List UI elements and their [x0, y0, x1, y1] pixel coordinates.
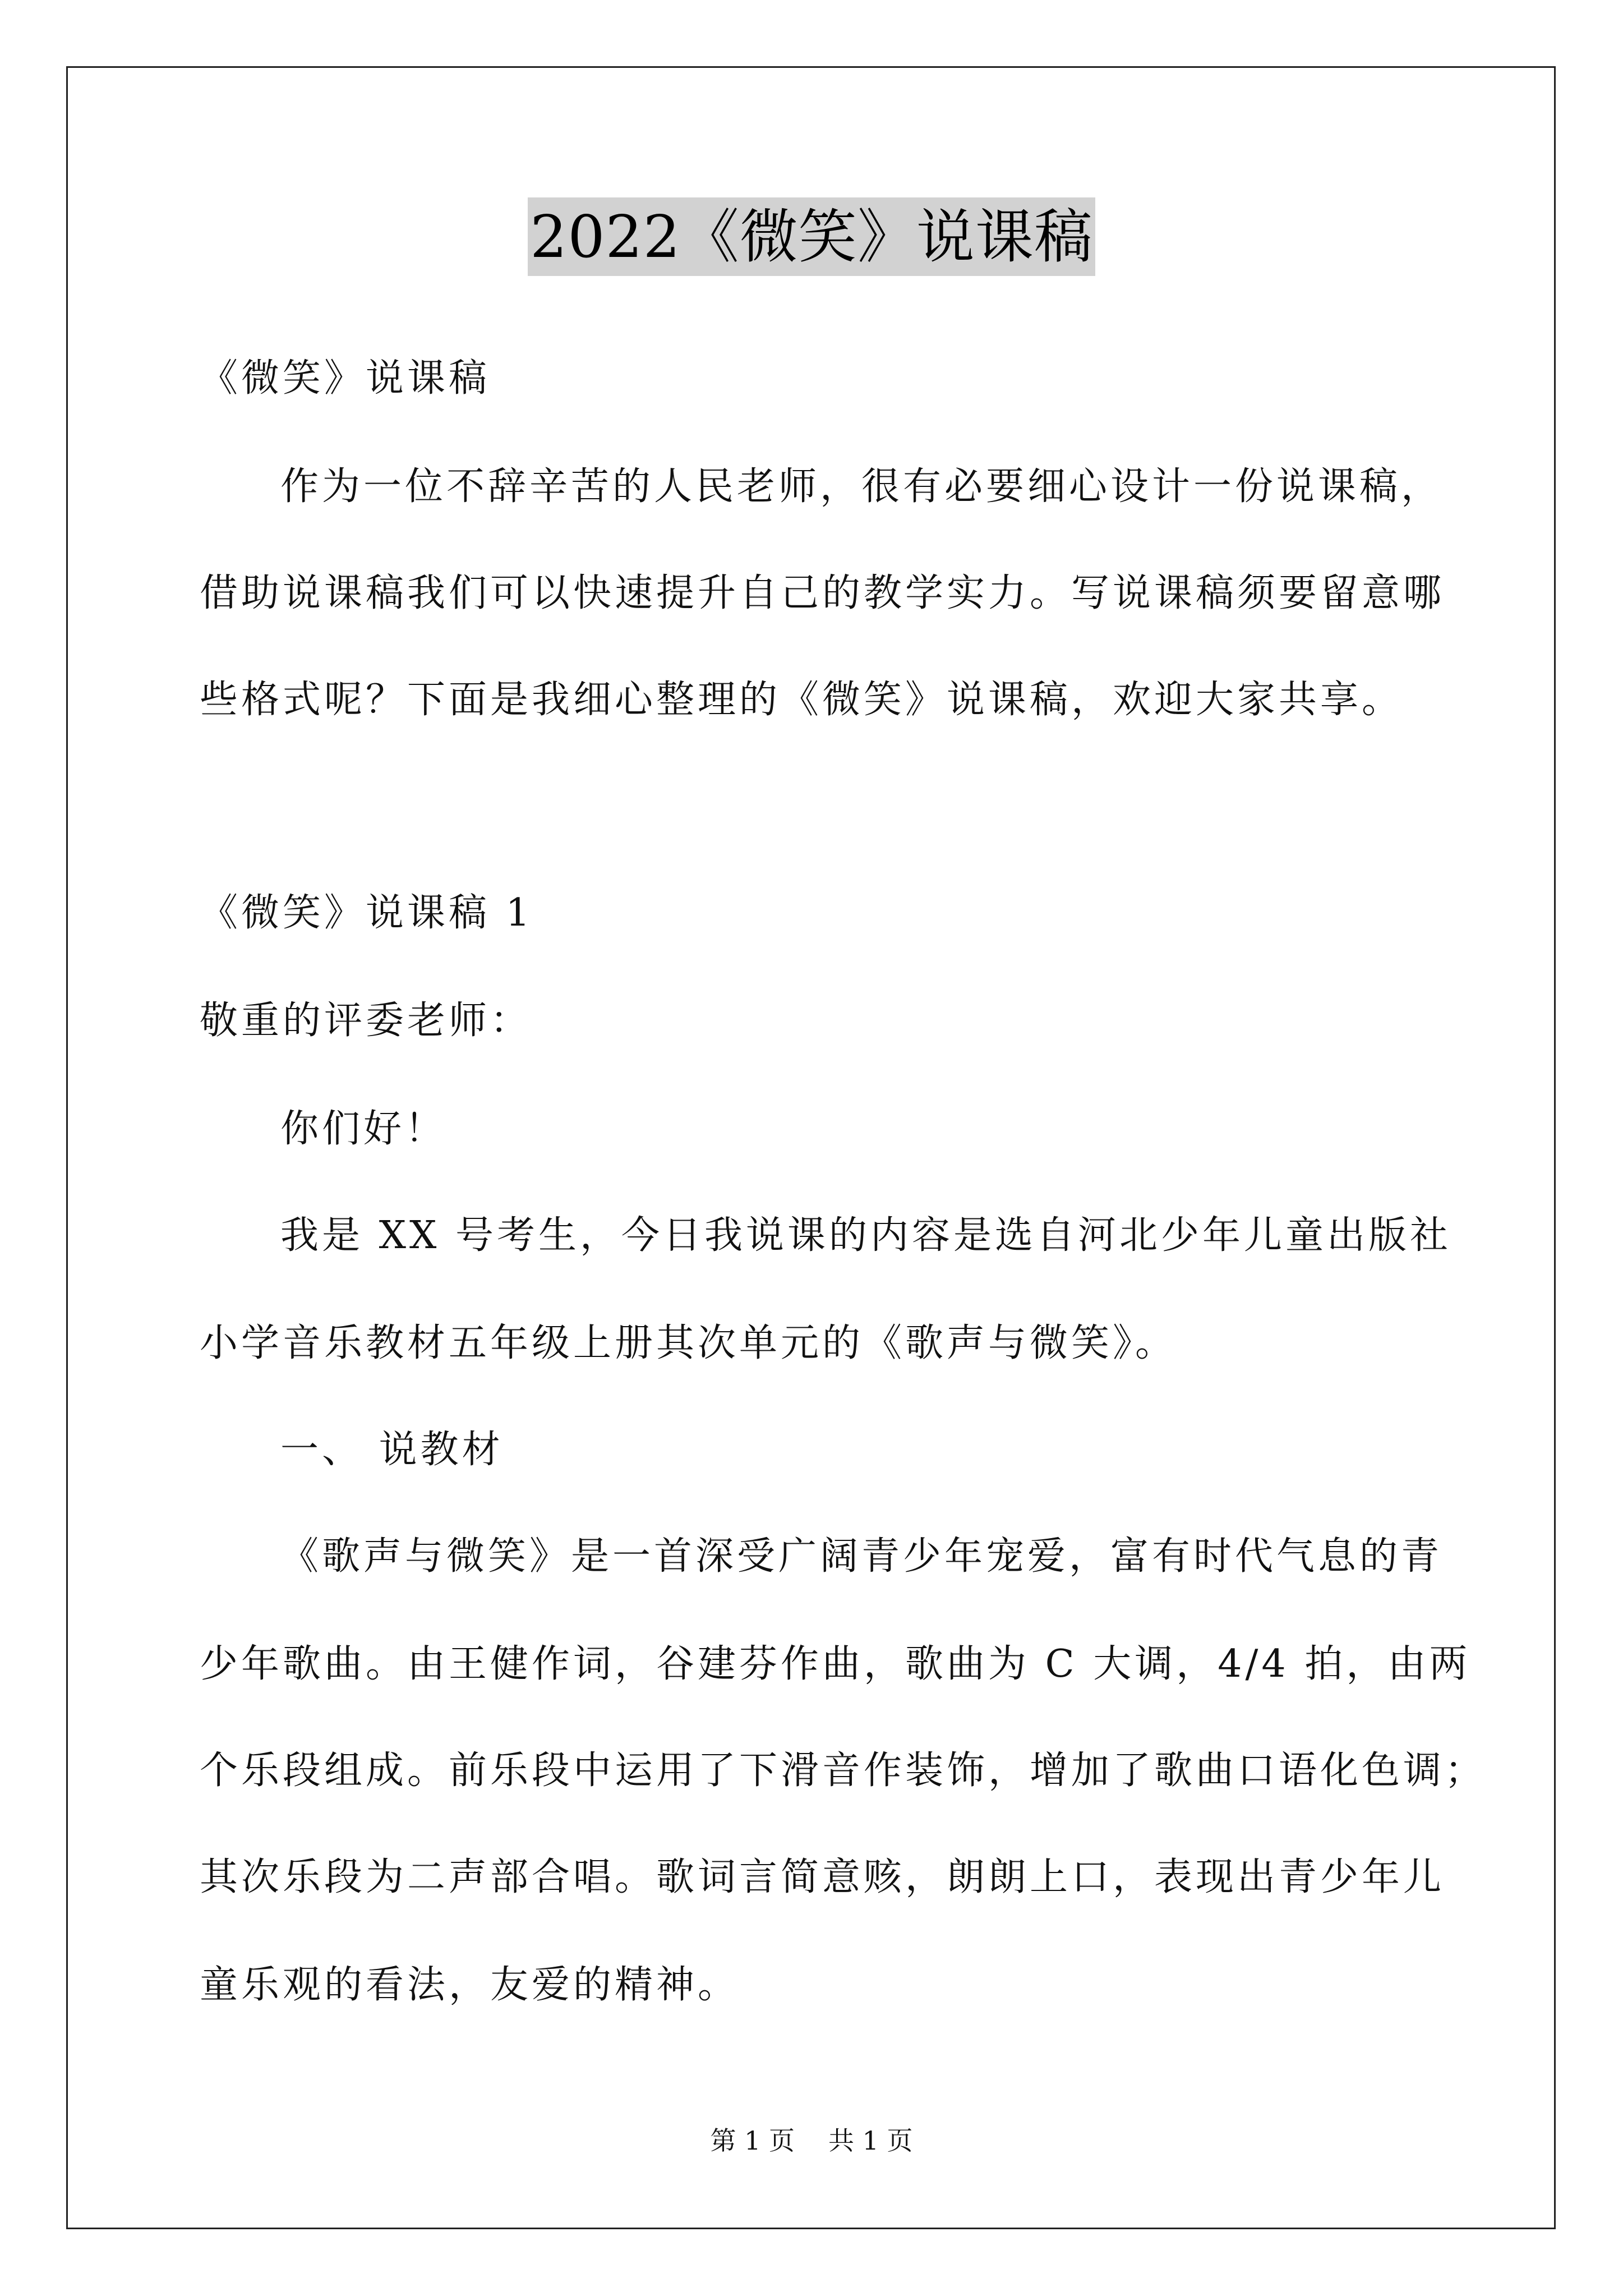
body-line: 个乐段组成。前乐段中运用了下滑音作装饰，增加了歌曲口语化色调； — [200, 1749, 1487, 1793]
section-heading: 《微笑》说课稿 1 — [200, 891, 533, 935]
page-total: 共 1 页 — [828, 2125, 913, 2156]
salutation-line: 敬重的评委老师： — [200, 999, 532, 1043]
body-line: 些格式呢？下面是我细心整理的《微笑》说课稿，欢迎大家共享。 — [200, 678, 1404, 722]
document-title: 2022《微笑》说课稿 — [528, 197, 1095, 276]
numbered-heading: 一、 说教材 — [280, 1428, 504, 1472]
greeting-line: 你们好！ — [280, 1107, 447, 1151]
body-line: 借助说课稿我们可以快速提升自己的教学实力。写说课稿须要留意哪 — [200, 571, 1445, 615]
body-line: 童乐观的看法，友爱的精神。 — [200, 1963, 740, 2007]
page-footer — [0, 2124, 1623, 2157]
body-line: 我是 XX 号考生，今日我说课的内容是选自河北少年儿童出版社 — [280, 1213, 1452, 1258]
body-line: 《歌声与微笑》是一首深受广阔青少年宠爱，富有时代气息的青 — [280, 1534, 1443, 1579]
body-line: 小学音乐教材五年级上册其次单元的《歌声与微笑》。 — [200, 1321, 1177, 1365]
page-number: 第 1 页 — [710, 2125, 795, 2156]
body-line: 少年歌曲。由王健作词，谷建芬作曲，歌曲为 C 大调，4/4 拍，由两 — [200, 1642, 1471, 1686]
body-line: 其次乐段为二声部合唱。歌词言简意赅，朗朗上口，表现出青少年儿 — [200, 1855, 1445, 1899]
title-container — [0, 197, 1623, 276]
subtitle-line: 《微笑》说课稿 — [200, 356, 491, 401]
body-line: 作为一位不辞辛苦的人民老师，很有必要细心设计一份说课稿， — [280, 464, 1443, 509]
